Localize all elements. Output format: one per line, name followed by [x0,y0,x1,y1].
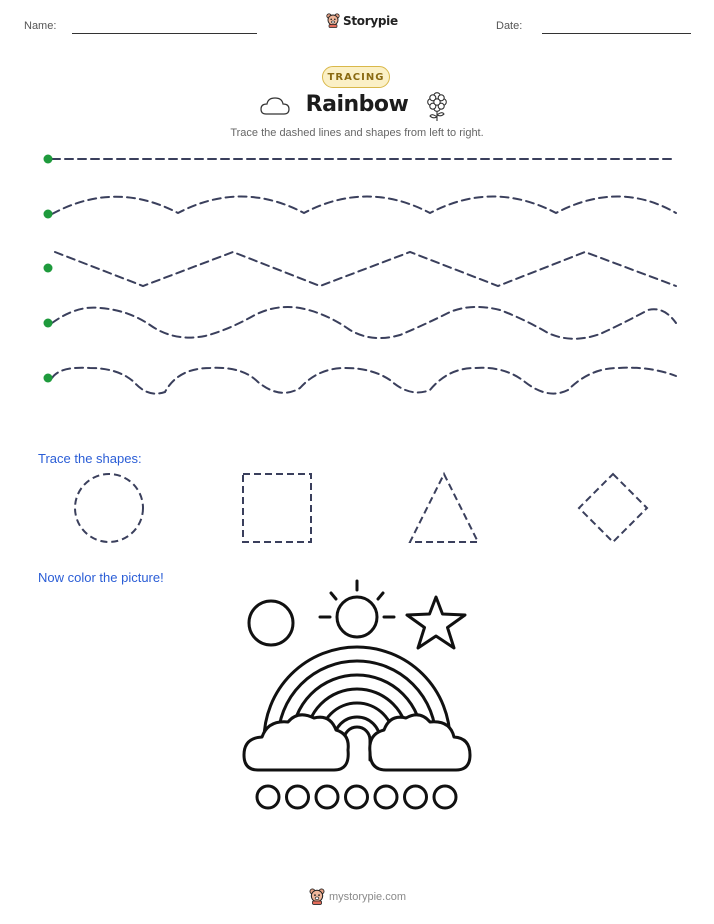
sun-icon[interactable] [320,581,394,637]
star-icon[interactable] [407,597,465,648]
activity-badge: TRACING [322,66,390,88]
bear-mascot-icon [309,888,325,905]
brand-name: Storypie [343,13,398,28]
circle-row[interactable] [257,786,456,808]
color-section-label: Now color the picture! [38,570,164,585]
date-label: Date: [496,20,523,32]
shapes-section-label: Trace the shapes: [38,451,142,466]
footer-site[interactable]: mystorypie.com [329,890,407,903]
name-label: Name: [24,20,57,32]
footer [309,888,406,905]
round-shape[interactable] [249,601,293,645]
left-cloud[interactable] [244,715,348,770]
page-title: Rainbow [305,92,409,117]
instructions: Trace the dashed lines and shapes from left to right. [230,127,484,139]
